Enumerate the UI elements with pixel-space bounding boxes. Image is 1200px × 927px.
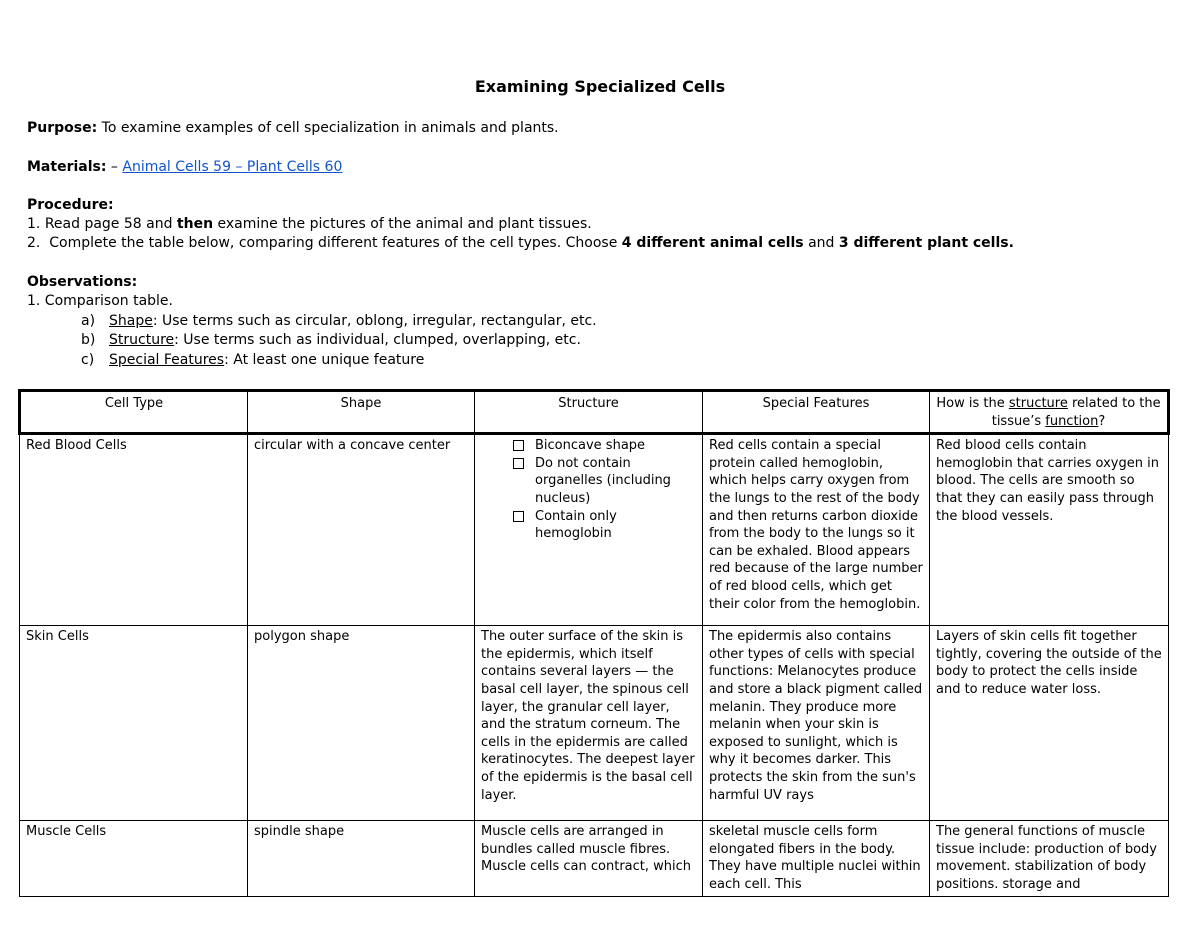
step-bold-text: then	[176, 216, 214, 232]
table-header-row	[20, 391, 1169, 434]
step-number: 1.	[27, 216, 41, 232]
subitem-letter: c)	[81, 352, 95, 368]
procedure-heading: Procedure:	[27, 197, 114, 213]
observations-heading: Observations:	[27, 274, 138, 290]
materials-prefix: –	[110, 159, 118, 175]
subitem-text: : Use terms such as individual, clumped, overlapping, etc.	[174, 332, 581, 348]
header-term-function: function	[1045, 413, 1099, 429]
structure-list-item: Biconcave shape	[509, 437, 696, 455]
procedure-label: Procedure	[27, 197, 108, 213]
observation-subitem	[81, 352, 424, 368]
cell-special-features: skeletal muscle cells form elongated fibers in the body. They have multiple nuclei within each cell. This	[703, 821, 930, 896]
step-text: Complete the table below, comparing different features of the cell types. Choose	[49, 235, 618, 251]
header-text: related to the tissue’s	[991, 396, 1161, 429]
cell-structure	[475, 434, 703, 626]
cell-structure: Muscle cells are arranged in bundles called muscle fibres. Muscle cells can contract, which	[475, 821, 703, 896]
subitem-letter: b)	[81, 332, 96, 348]
step-text: examine the pictures of the animal and plant tissues.	[217, 216, 592, 232]
subitem-term: Structure	[109, 332, 175, 348]
comparison-table	[18, 389, 1170, 897]
step-text: .	[1008, 235, 1014, 251]
materials-label: Materials	[27, 159, 101, 175]
table-row	[20, 626, 1169, 821]
subitem-text: : At least one unique feature	[224, 352, 425, 368]
procedure-step-2	[27, 235, 1014, 251]
cell-special-features: Red cells contain a special protein called hemoglobin, which helps carry oxygen from the lungs to the rest of the body and then returns carbon dioxide from the body to the lungs so it can be exhaled. Blood appears red because of the large number of red blood cells, which get their color from the hemoglobin.	[703, 434, 930, 626]
materials-link[interactable]: Animal Cells 59 – Plant Cells 60	[122, 159, 343, 175]
cell-shape: spindle shape	[248, 821, 475, 896]
header-text: ?	[1098, 413, 1106, 429]
subitem-letter: a)	[81, 313, 96, 329]
purpose-text: To examine examples of cell specialization in animals and plants.	[101, 120, 559, 136]
cell-type: Skin Cells	[20, 626, 248, 821]
subitem-term: Special Features	[109, 352, 225, 368]
procedure-step-1	[27, 216, 592, 232]
step-text: and	[808, 235, 835, 251]
cell-special-features: The epidermis also contains other types of cells with special functions: Melanocytes produce and store a black pigment called melanin. They produce more melanin when your skin is exposed to sunlight, which is why it becomes darker. This protects the skin from the sun's harmful UV rays	[703, 626, 930, 821]
cell-relation: Layers of skin cells fit together tightly, covering the outside of the body to protect the cells inside and to reduce water loss.	[930, 626, 1169, 821]
observation-subitem	[81, 332, 581, 348]
cell-shape: circular with a concave center	[248, 434, 475, 626]
table-row	[20, 434, 1169, 626]
subitem-term: Shape	[109, 313, 153, 329]
cell-type: Red Blood Cells	[20, 434, 248, 626]
cell-relation: Red blood cells contain hemoglobin that carries oxygen in blood. The cells are smooth so that they can easily pass through the blood vessels.	[930, 434, 1169, 626]
observations-label: Observations	[27, 274, 132, 290]
table-row	[20, 821, 1169, 896]
cell-relation: The general functions of muscle tissue include: production of body movement. stabilization of body positions. storage and	[930, 821, 1169, 896]
header-cell-type: Cell Type	[20, 391, 248, 434]
header-text: How is the	[936, 396, 1009, 411]
observations-item-1: 1. Comparison table.	[27, 293, 173, 309]
observation-subitem	[81, 313, 597, 329]
header-structure-function	[930, 391, 1169, 434]
cell-structure: The outer surface of the skin is the epidermis, which itself contains several layers — the basal cell layer, the spinous cell layer, the granular cell layer, and the stratum corneum. The cells in the epidermis are called keratinocytes. The deepest layer of the epidermis is the basal cell layer.	[475, 626, 703, 821]
structure-list	[481, 437, 696, 543]
step-bold-text: 3 different plant cells	[838, 235, 1009, 251]
step-text: Read page 58 and	[44, 216, 173, 232]
materials-line: Materials: – Animal Cells 59 – Plant Cells 60	[27, 159, 343, 175]
structure-list-item: Contain only hemoglobin	[509, 508, 696, 543]
cell-shape: polygon shape	[248, 626, 475, 821]
step-number: 2.	[27, 235, 41, 251]
purpose-line: Purpose: To examine examples of cell specialization in animals and plants.	[27, 120, 559, 136]
structure-list-item: Do not contain organelles (including nucleus)	[509, 455, 696, 508]
purpose-label: Purpose	[27, 120, 92, 136]
step-bold-text: 4 different animal cells	[621, 235, 804, 251]
header-shape: Shape	[248, 391, 475, 434]
header-structure: Structure	[475, 391, 703, 434]
page-title: Examining Specialized Cells	[474, 77, 726, 96]
header-term-structure: structure	[1008, 396, 1068, 411]
subitem-text: : Use terms such as circular, oblong, irregular, rectangular, etc.	[152, 313, 597, 329]
cell-type: Muscle Cells	[20, 821, 248, 896]
header-special-features: Special Features	[703, 391, 930, 434]
